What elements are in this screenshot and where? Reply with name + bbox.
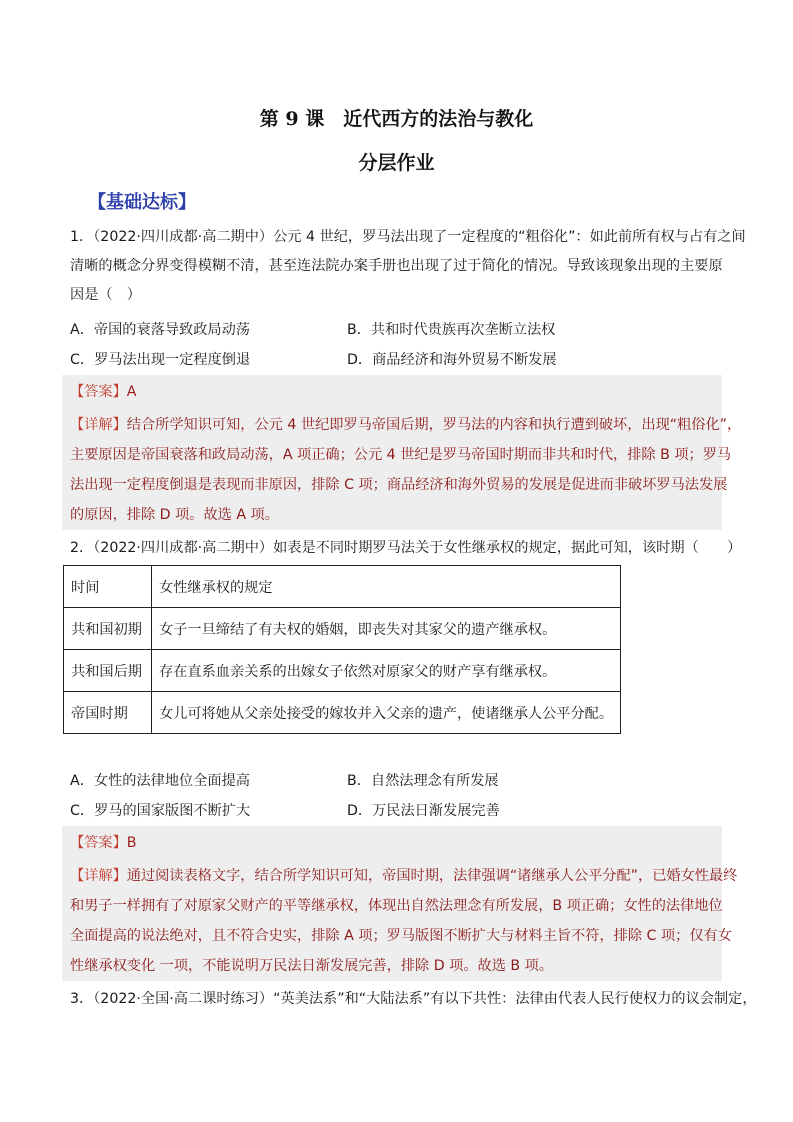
explanation-line: 性继承权变化 一项，不能说明万民法日渐发展完善，排除 D 项。故选 B 项。: [70, 958, 554, 974]
question-1-stem: [70, 223, 746, 309]
question-1-explanation: [70, 410, 742, 530]
inheritance-table: [63, 565, 621, 734]
question-2-option-b: B．自然法理念有所发展: [347, 773, 499, 789]
question-1-option-b: B．共和时代贵族再次垄断立法权: [347, 322, 556, 338]
section-heading: 【基础达标】: [88, 192, 196, 213]
explanation-line: 【详解】通过阅读表格文字，结合所学知识可知，帝国时期，法律强调“诸继承人公平分配”，已婚女性最终: [70, 868, 738, 884]
question-2-explanation: [70, 861, 738, 981]
question-2-option-c: C．罗马的国家版图不断扩大: [70, 803, 251, 819]
explanation-line: 法出现一定程度倒退是表现而非原因，排除 C 项；商品经济和海外贸易的发展是促进而非破坏罗马法发展: [70, 477, 728, 493]
question-3-stem: 3．（2022·全国·高二课时练习）“英美法系”和“大陆法系”有以下共性：法律由代表人民行使权力的议会制定，: [70, 991, 757, 1007]
question-2-answer: [70, 829, 137, 858]
question-2-option-a: A．女性的法律地位全面提高: [70, 773, 250, 789]
question-1-option-a: A．帝国的衰落导致政局动荡: [70, 322, 250, 338]
table-row: [64, 650, 621, 692]
answer-label: 【答案】: [70, 384, 127, 400]
table-cell-period: 帝国时期: [64, 692, 152, 734]
question-1-line: 清晰的概念分界变得模糊不清，甚至连法院办案手册也出现了过于简化的情况。导致该现象出现的主要原: [70, 257, 723, 274]
explanation-line: 全面提高的说法绝对，且不符合史实，排除 A 项；罗马版图不断扩大与材料主旨不符，排除 C 项；仅有女: [70, 928, 732, 944]
question-1-line: 因是（ ）: [70, 286, 141, 303]
question-1-answer: [70, 378, 136, 407]
worksheet-subtitle: 分层作业: [358, 152, 435, 174]
explanation-line: 和男子一样拥有了对原家父财产的平等继承权，体现出自然法理念有所发展，B 项正确；女性的法律地位: [70, 898, 723, 914]
question-1-option-d: D．商品经济和海外贸易不断发展: [347, 352, 557, 368]
answer-label: 【答案】: [70, 835, 127, 851]
explanation-line: 的原因，排除 D 项。故选 A 项。: [70, 507, 279, 523]
table-header-row: [64, 566, 621, 608]
table-cell-rule: 存在直系血亲关系的出嫁女子依然对原家父的财产享有继承权。: [152, 650, 621, 692]
table-row: [64, 608, 621, 650]
explanation-line: 【详解】结合所学知识可知，公元 4 世纪即罗马帝国后期，罗马法的内容和执行遭到破坏，出现“粗俗化”，: [70, 417, 742, 433]
table-cell-rule: 女儿可将她从父亲处接受的嫁妆并入父亲的遗产，使诸继承人公平分配。: [152, 692, 621, 734]
table-row: [64, 692, 621, 734]
table-header-cell: 女性继承权的规定: [152, 566, 621, 608]
lesson-title: 第 9 课 近代西方的法治与教化: [259, 108, 534, 130]
table-cell-rule: 女子一旦缔结了有夫权的婚姻，即丧失对其家父的遗产继承权。: [152, 608, 621, 650]
question-2-stem: 2．（2022·四川成都·高二期中）如表是不同时期罗马法关于女性继承权的规定，据此可知，该时期（ ）: [70, 540, 742, 556]
table-cell-period: 共和国初期: [64, 608, 152, 650]
answer-value: B: [126, 835, 137, 851]
question-1-line: 1．（2022·四川成都·高二期中）公元 4 世纪，罗马法出现了一定程度的“粗俗化”：如此前所有权与占有之间: [70, 229, 746, 245]
explanation-line: 主要原因是帝国衰落和政局动荡，A 项正确；公元 4 世纪是罗马帝国时期而非共和时代，排除 B 项；罗马: [70, 447, 732, 463]
table-header-cell: 时间: [64, 566, 152, 608]
table-cell-period: 共和国后期: [64, 650, 152, 692]
explanation-label: 【详解】: [70, 417, 127, 433]
question-2-option-d: D．万民法日渐发展完善: [347, 803, 500, 819]
explanation-label: 【详解】: [70, 868, 127, 884]
answer-value: A: [126, 384, 137, 400]
question-1-option-c: C．罗马法出现一定程度倒退: [70, 352, 251, 368]
